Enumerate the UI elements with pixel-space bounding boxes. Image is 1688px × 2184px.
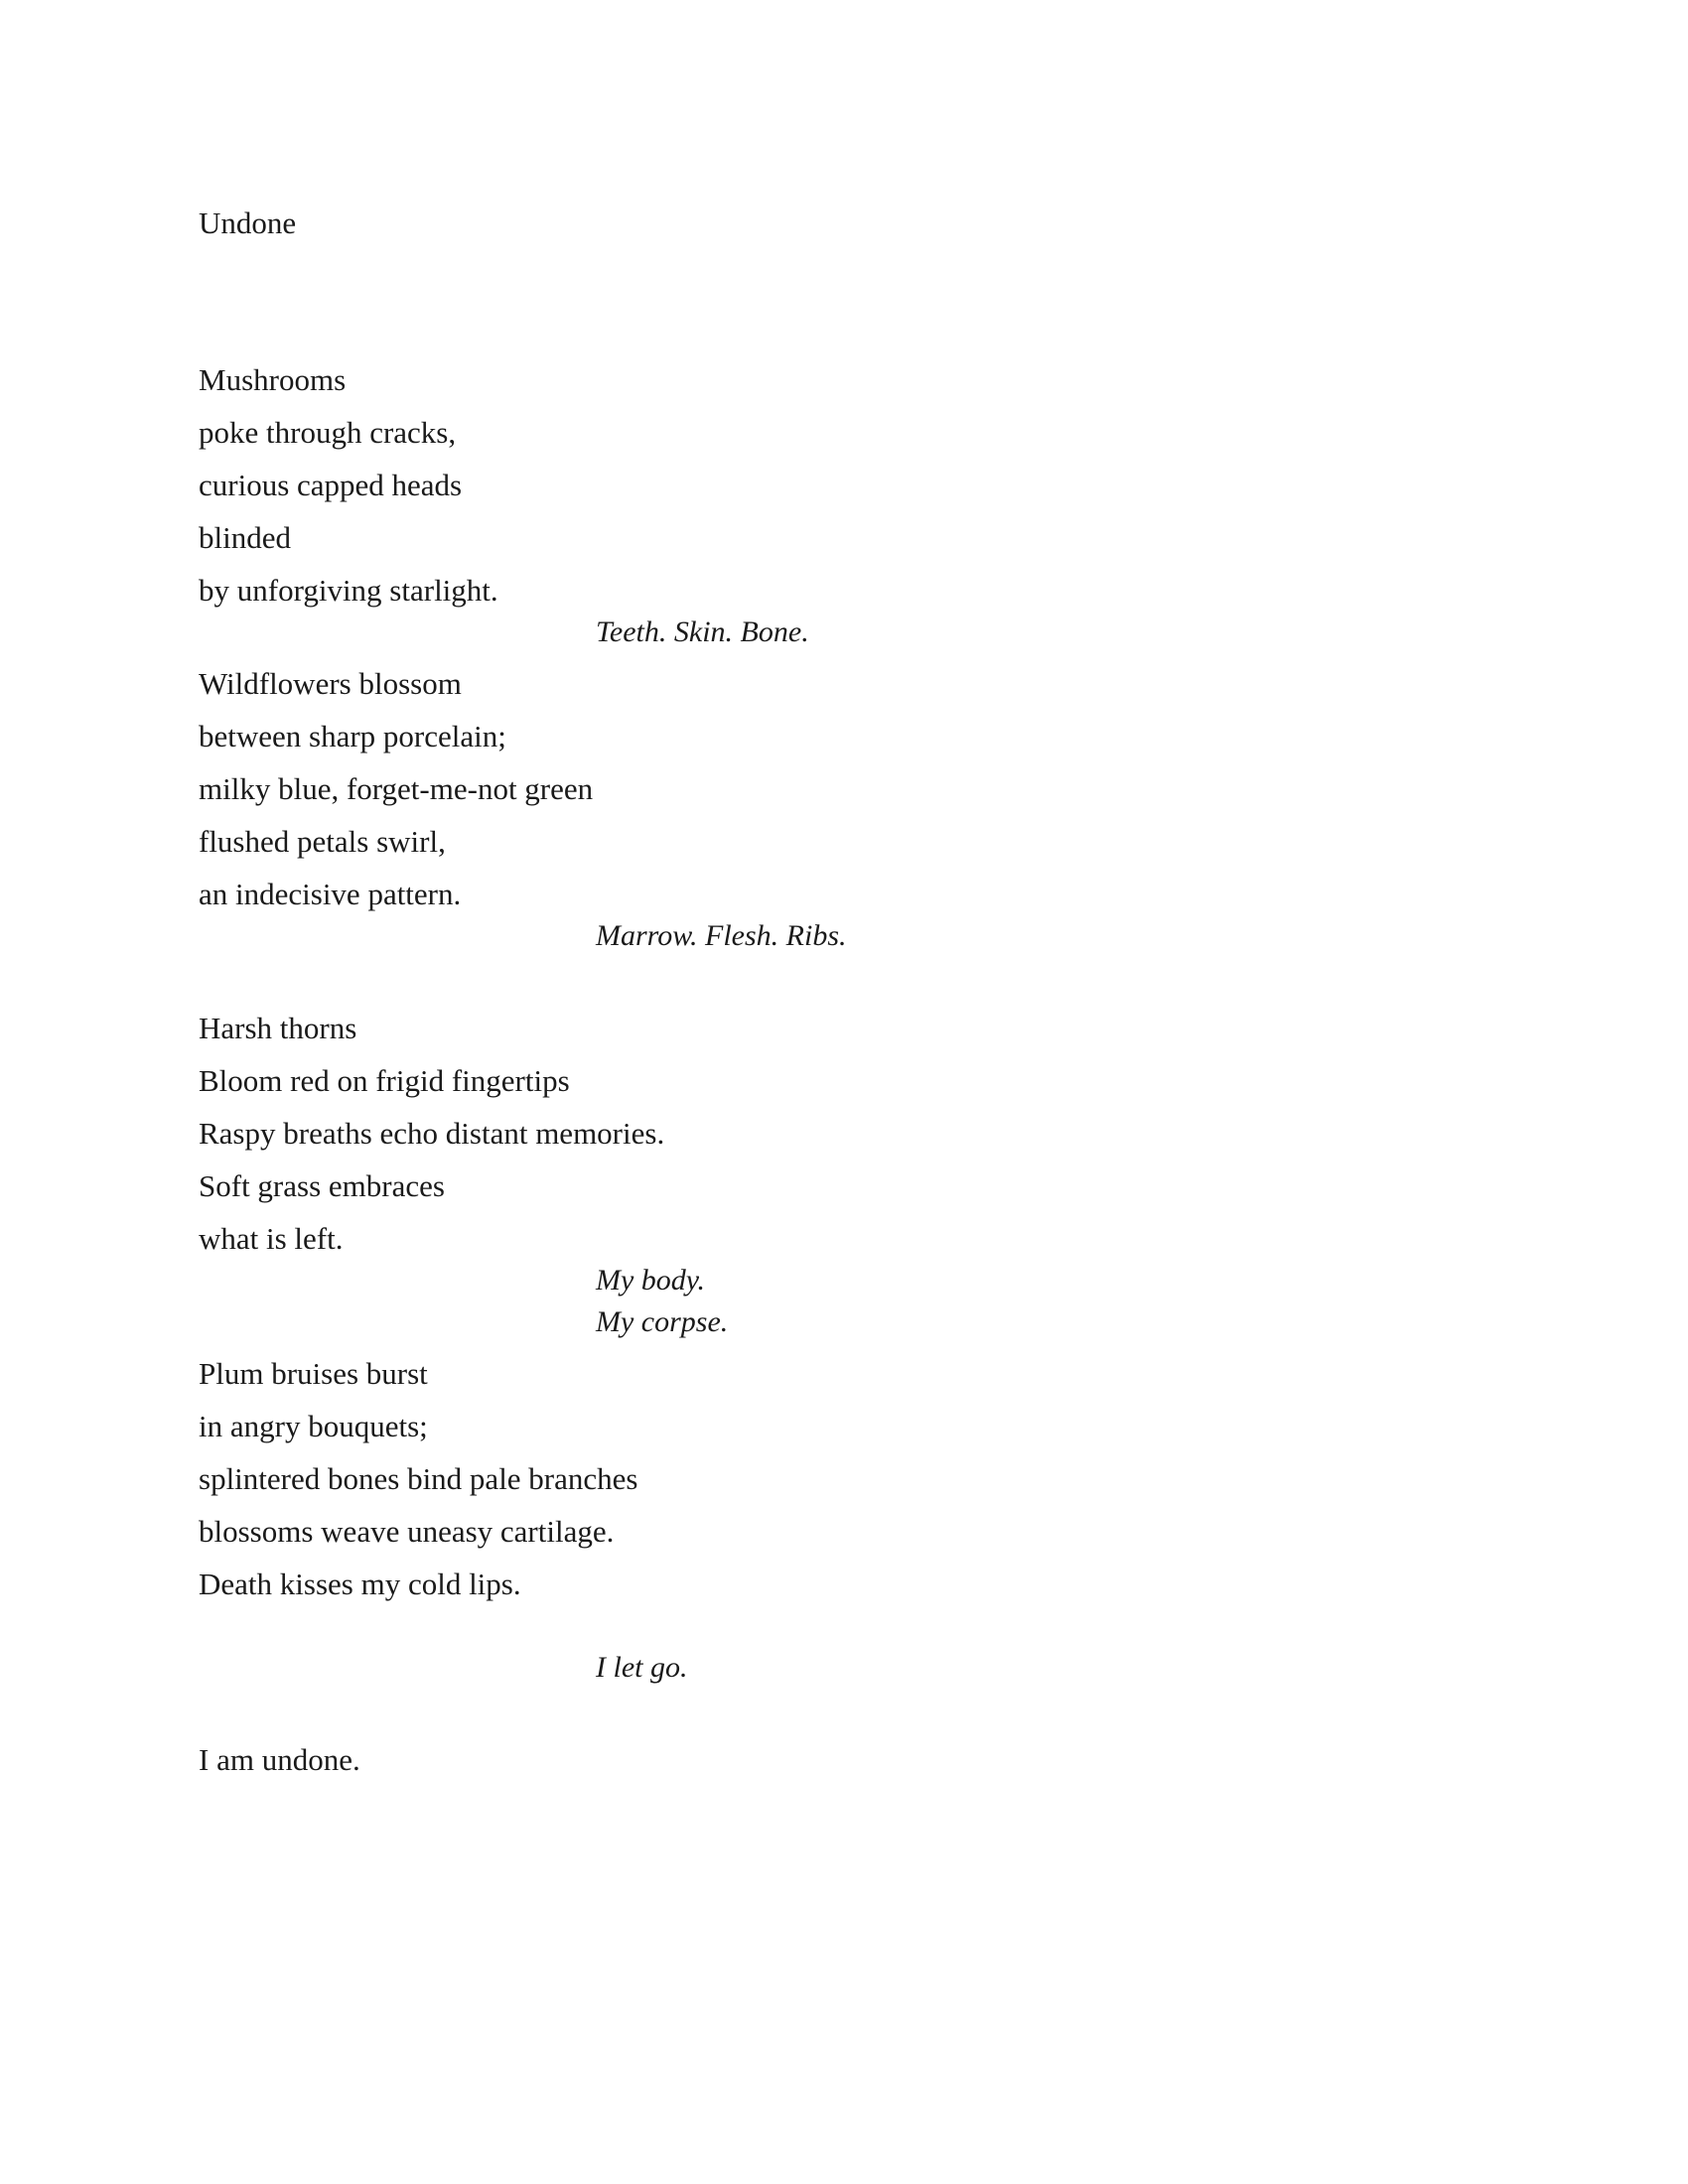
- refrain-2-line-1: Marrow. Flesh. Ribs.: [596, 919, 847, 952]
- stanza-3-line-5: what is left.: [199, 1221, 344, 1256]
- refrain-3-line-2: My corpse.: [596, 1305, 729, 1338]
- refrain-3-line-1: My body.: [596, 1264, 705, 1297]
- closing-line: I am undone.: [199, 1742, 360, 1777]
- stanza-1-line-1: Mushrooms: [199, 362, 347, 397]
- stanza-4-line-3: splintered bones bind pale branches: [199, 1461, 638, 1496]
- stanza-4-line-1: Plum bruises burst: [199, 1356, 428, 1391]
- stanza-1-line-5: by unforgiving starlight.: [199, 573, 498, 608]
- stanza-2-line-5: an indecisive pattern.: [199, 877, 462, 911]
- stanza-3-line-4: Soft grass embraces: [199, 1168, 445, 1203]
- refrain-4-line-1: I let go.: [596, 1651, 688, 1684]
- stanza-4-line-5: Death kisses my cold lips.: [199, 1567, 521, 1601]
- stanza-4-line-2: in angry bouquets;: [199, 1409, 428, 1443]
- stanza-1-line-3: curious capped heads: [199, 468, 463, 502]
- stanza-1-line-2: poke through cracks,: [199, 415, 457, 450]
- stanza-1-line-4: blinded: [199, 520, 291, 555]
- stanza-3-line-3: Raspy breaths echo distant memories.: [199, 1116, 665, 1151]
- stanza-2-line-3: milky blue, forget-me-not green: [199, 771, 594, 806]
- stanza-2-line-4: flushed petals swirl,: [199, 824, 446, 859]
- refrain-1-line-1: Teeth. Skin. Bone.: [596, 615, 809, 648]
- stanza-3-line-1: Harsh thorns: [199, 1011, 357, 1045]
- stanza-2-line-2: between sharp porcelain;: [199, 719, 506, 753]
- stanza-2-line-1: Wildflowers blossom: [199, 666, 462, 701]
- stanza-3-line-2: Bloom red on frigid fingertips: [199, 1063, 570, 1098]
- stanza-4-line-4: blossoms weave uneasy cartilage.: [199, 1514, 615, 1549]
- poem-title: Undone: [199, 205, 297, 240]
